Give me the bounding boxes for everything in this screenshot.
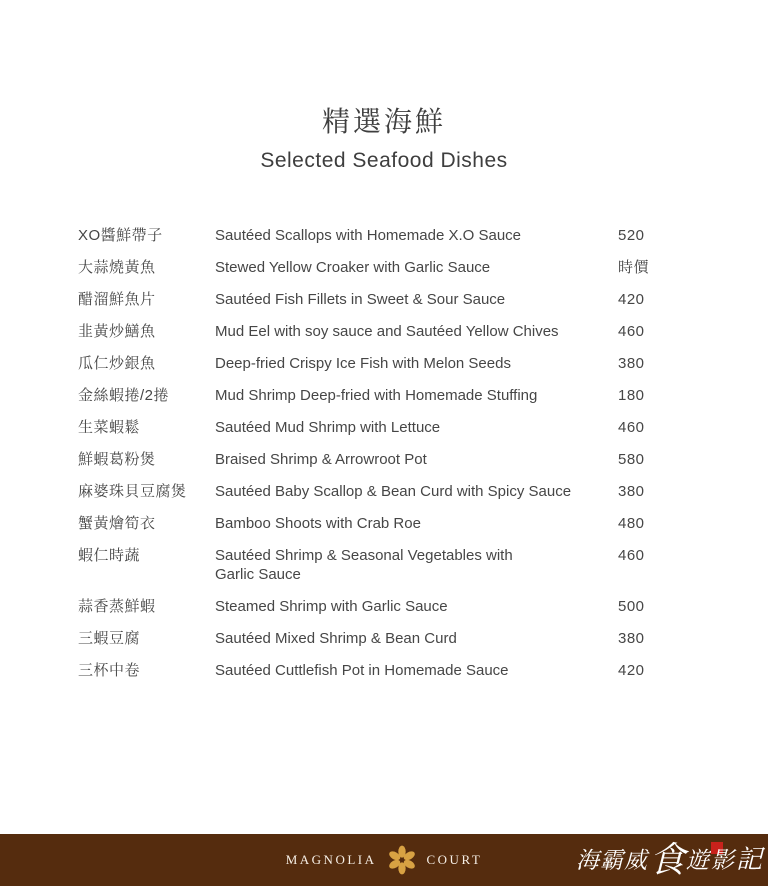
dish-price: 380 — [618, 630, 645, 647]
watermark-text: 遊 — [685, 847, 709, 873]
dish-price: 460 — [618, 323, 645, 340]
watermark-text: 記 — [735, 845, 762, 874]
dish-description-en: Sautéed Baby Scallop & Bean Curd with Spicy Sauce — [215, 483, 572, 500]
menu-page — [0, 100, 768, 886]
dish-description-en: Sautéed Mixed Shrimp & Bean Curd — [215, 630, 457, 647]
dish-description-en: Sautéed Cuttlefish Pot in Homemade Sauce — [215, 662, 509, 679]
dish-name-zh: 韭黃炒鱔魚 — [78, 323, 156, 340]
dish-price: 460 — [618, 547, 645, 564]
dish-name-zh: XO醬鮮帶子 — [78, 227, 163, 244]
dish-name-zh: 醋溜鮮魚片 — [78, 291, 156, 308]
dish-price: 380 — [618, 355, 645, 372]
dish-price: 380 — [618, 483, 645, 500]
menu-row — [78, 661, 690, 680]
dish-price: 580 — [618, 451, 645, 468]
dish-name-zh: 鮮蝦葛粉煲 — [78, 451, 156, 468]
brand-name-court: COURT — [426, 852, 483, 867]
menu-row — [78, 597, 690, 616]
dish-name-zh: 金絲蝦捲/2捲 — [78, 387, 170, 404]
dish-name-zh: 蟹黃燴筍衣 — [78, 515, 156, 532]
menu-row — [78, 418, 690, 437]
menu-row — [78, 258, 690, 277]
dish-description-en: Bamboo Shoots with Crab Roe — [215, 515, 421, 532]
page-title-chinese: 精選海鮮 — [321, 106, 446, 137]
dish-price: 180 — [618, 387, 645, 404]
menu-list — [78, 226, 690, 680]
watermark-calligraphy — [576, 834, 762, 886]
dish-price: 520 — [618, 227, 645, 244]
footer-bar — [0, 834, 768, 886]
menu-row — [78, 450, 690, 469]
dish-description-en: Braised Shrimp & Arrowroot Pot — [215, 451, 427, 468]
dish-price: 500 — [618, 598, 645, 615]
dish-description-en: Deep-fried Crispy Ice Fish with Melon Seeds — [215, 355, 511, 372]
magnolia-flower-icon — [386, 843, 418, 877]
menu-row — [78, 629, 690, 648]
dish-name-zh: 蝦仁時蔬 — [78, 547, 141, 564]
dish-description-en: Sautéed Mud Shrimp with Lettuce — [215, 419, 441, 436]
dish-name-zh: 瓜仁炒銀魚 — [78, 355, 156, 372]
menu-row — [78, 386, 690, 405]
brand-name-magnolia: MAGNOLIA — [285, 852, 377, 867]
menu-row — [78, 290, 690, 309]
dish-description-en: Sautéed Scallops with Homemade X.O Sauce — [215, 227, 521, 244]
menu-row — [78, 546, 690, 584]
menu-row — [78, 514, 690, 533]
watermark-text: 影 — [711, 849, 734, 872]
dish-price: 480 — [618, 515, 645, 532]
dish-description-en: Stewed Yellow Croaker with Garlic Sauce — [215, 259, 491, 276]
dish-name-zh: 麻婆珠貝豆腐煲 — [78, 483, 187, 500]
dish-price: 420 — [618, 291, 645, 308]
menu-row — [78, 322, 690, 341]
dish-description-en: Mud Eel with soy sauce and Sautéed Yellow Chives — [215, 323, 559, 340]
dish-price: 420 — [618, 662, 645, 679]
dish-name-zh: 三蝦豆腐 — [78, 630, 141, 647]
dish-price: 460 — [618, 419, 645, 436]
menu-row — [78, 354, 690, 373]
watermark-text: 海霸威 — [575, 847, 648, 873]
dish-description-en: Steamed Shrimp with Garlic Sauce — [215, 598, 448, 615]
dish-name-zh: 三杯中卷 — [78, 662, 141, 679]
dish-name-zh: 大蒜燒黃魚 — [78, 259, 156, 276]
menu-row — [78, 226, 690, 245]
dish-name-zh: 生菜蝦鬆 — [78, 419, 141, 436]
dish-price: 時價 — [618, 259, 650, 276]
dish-description-en: Sautéed Shrimp & Seasonal Vegetables with Garlic Sauce — [215, 547, 513, 583]
menu-row — [78, 482, 690, 501]
dish-name-zh: 蒜香蒸鮮蝦 — [78, 598, 156, 615]
dish-description-en: Sautéed Fish Fillets in Sweet & Sour Sauce — [215, 291, 506, 308]
page-title-english: Selected Seafood Dishes — [260, 149, 508, 172]
watermark-text: 食 — [648, 840, 685, 880]
dish-description-en: Mud Shrimp Deep-fried with Homemade Stuffing — [215, 387, 538, 404]
